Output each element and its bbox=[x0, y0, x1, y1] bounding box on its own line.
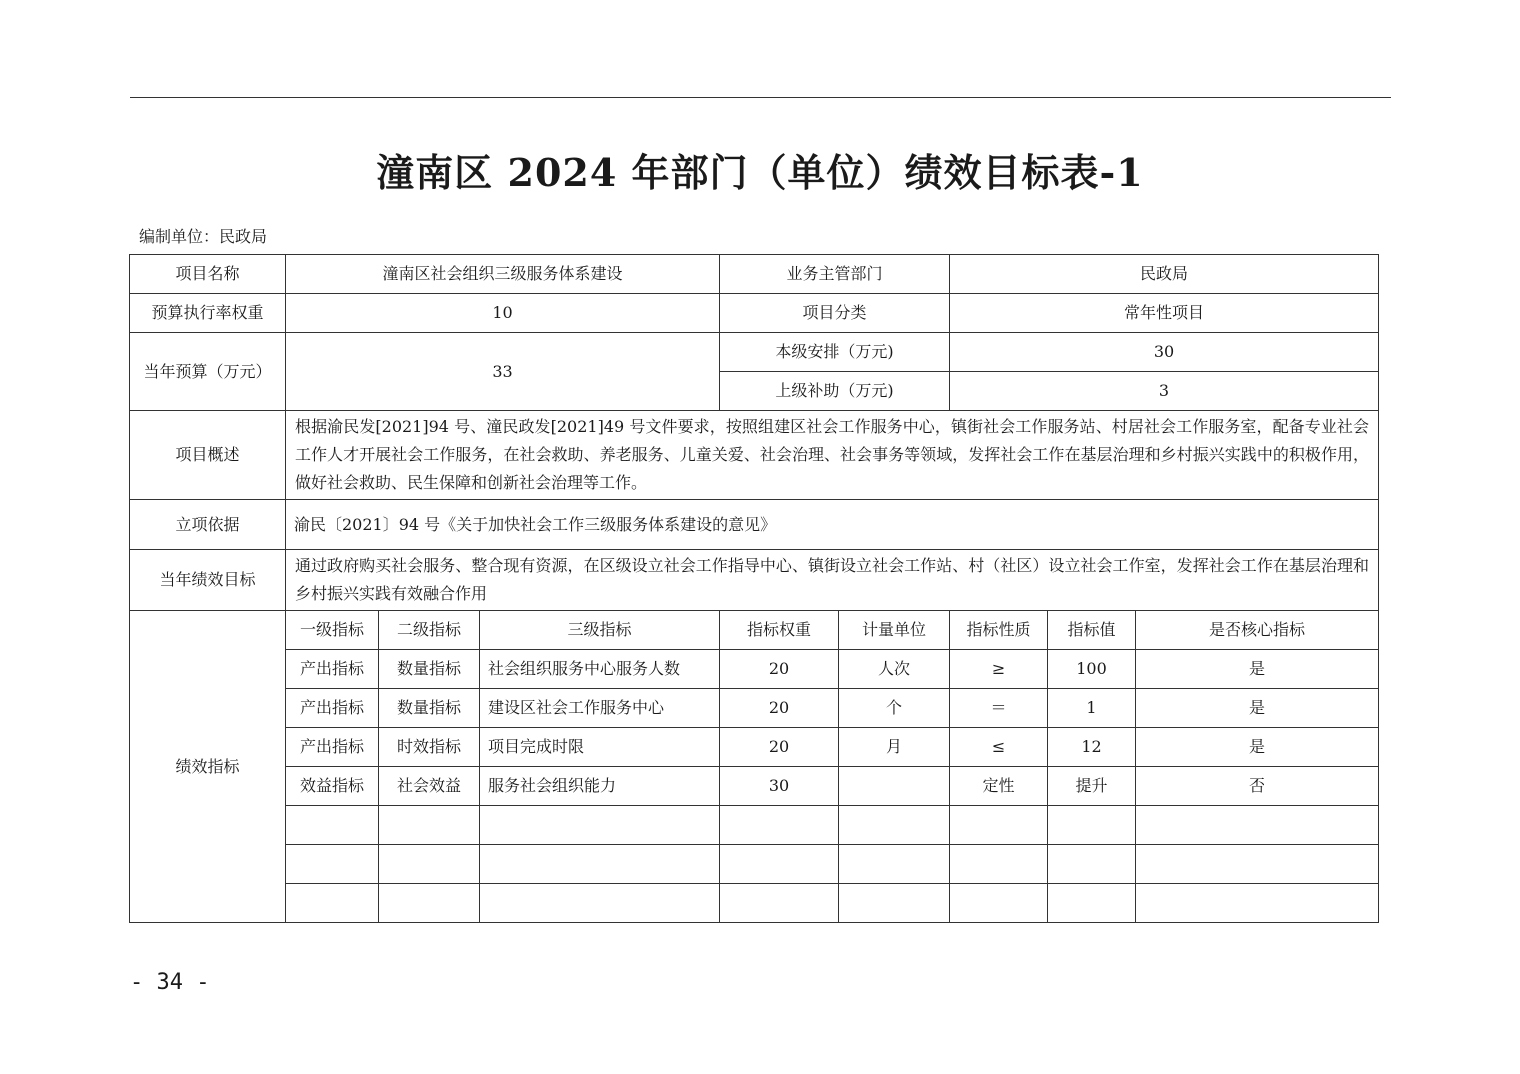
indicator-cell: 100 bbox=[1048, 650, 1136, 689]
indicator-cell bbox=[720, 806, 839, 845]
indicator-cell bbox=[480, 806, 720, 845]
indicator-cell bbox=[286, 884, 379, 923]
indicator-row bbox=[130, 806, 1379, 845]
indicator-cell bbox=[1048, 884, 1136, 923]
indicator-header: 是否核心指标 bbox=[1136, 611, 1379, 650]
indicator-cell bbox=[839, 884, 950, 923]
indicator-cell: 提升 bbox=[1048, 767, 1136, 806]
indicator-cell: 个 bbox=[839, 689, 950, 728]
annual-goal-text: 通过政府购买社会服务、整合现有资源，在区级设立社会工作指导中心、镇街设立社会工作站、村（社区）设立社会工作室，发挥社会工作在基层治理和乡村振兴实践有效融合作用 bbox=[286, 550, 1379, 611]
indicator-cell bbox=[950, 806, 1048, 845]
indicator-cell bbox=[950, 845, 1048, 884]
indicator-cell: 产出指标 bbox=[286, 728, 379, 767]
indicator-cell: 效益指标 bbox=[286, 767, 379, 806]
indicator-cell: ≥ bbox=[950, 650, 1048, 689]
indicator-cell: 是 bbox=[1136, 728, 1379, 767]
org-label: 编制单位：民政局 bbox=[139, 227, 268, 246]
indicator-cell: 数量指标 bbox=[379, 689, 480, 728]
indicator-cell bbox=[720, 845, 839, 884]
indicator-row bbox=[130, 728, 1379, 767]
upper-subsidy-label: 上级补助（万元) bbox=[720, 372, 950, 411]
header-rule bbox=[130, 97, 1391, 98]
indicator-cell bbox=[839, 845, 950, 884]
project-name-label: 项目名称 bbox=[130, 255, 286, 294]
indicator-header: 指标权重 bbox=[720, 611, 839, 650]
indicator-cell: 否 bbox=[1136, 767, 1379, 806]
indicator-cell bbox=[379, 884, 480, 923]
indicator-cell bbox=[950, 884, 1048, 923]
competent-dept-value: 民政局 bbox=[950, 255, 1379, 294]
indicator-cell: 12 bbox=[1048, 728, 1136, 767]
project-category-label: 项目分类 bbox=[720, 294, 950, 333]
indicator-cell: 月 bbox=[839, 728, 950, 767]
indicator-cell bbox=[480, 884, 720, 923]
indicator-cell bbox=[480, 845, 720, 884]
indicator-cell: 社会效益 bbox=[379, 767, 480, 806]
indicator-row bbox=[130, 689, 1379, 728]
page-title: 潼南区 2024 年部门（单位）绩效目标表-1 bbox=[376, 150, 1144, 195]
performance-table bbox=[129, 254, 1379, 923]
basis-text: 渝民〔2021〕94 号《关于加快社会工作三级服务体系建设的意见》 bbox=[286, 500, 1379, 550]
local-arrangement-value: 30 bbox=[950, 333, 1379, 372]
indicator-cell: 30 bbox=[720, 767, 839, 806]
indicator-cell bbox=[720, 884, 839, 923]
annual-budget-label: 当年预算（万元） bbox=[130, 333, 286, 411]
indicator-cell: 产出指标 bbox=[286, 650, 379, 689]
indicator-cell bbox=[1048, 845, 1136, 884]
indicator-cell: 20 bbox=[720, 650, 839, 689]
indicator-cell bbox=[839, 767, 950, 806]
indicator-header: 计量单位 bbox=[839, 611, 950, 650]
overview-text: 根据渝民发[2021]94 号、潼民政发[2021]49 号文件要求，按照组建区社会工作服务中心，镇街社会工作服务站、村居社会工作服务室，配备专业社会工作人才开展社会工作服务，在社会救助、养老服务、儿童关爱、社会治理、社会事务等领域，发挥社会工作在基层治理和乡村振兴实践中的积极作用，做好社会救助、民生保障和创新社会治理等工作。 bbox=[286, 411, 1379, 500]
basis-label: 立项依据 bbox=[130, 500, 286, 550]
annual-budget-value: 33 bbox=[286, 333, 720, 411]
indicator-cell: 1 bbox=[1048, 689, 1136, 728]
indicator-cell: 人次 bbox=[839, 650, 950, 689]
indicator-cell: ≤ bbox=[950, 728, 1048, 767]
indicators-label: 绩效指标 bbox=[130, 611, 286, 923]
indicator-cell: 数量指标 bbox=[379, 650, 480, 689]
indicator-header: 一级指标 bbox=[286, 611, 379, 650]
competent-dept-label: 业务主管部门 bbox=[720, 255, 950, 294]
indicator-cell bbox=[1136, 806, 1379, 845]
indicator-row bbox=[130, 650, 1379, 689]
budget-weight-label: 预算执行率权重 bbox=[130, 294, 286, 333]
indicator-cell: 产出指标 bbox=[286, 689, 379, 728]
indicator-cell bbox=[286, 806, 379, 845]
indicator-cell: 20 bbox=[720, 728, 839, 767]
annual-goal-label: 当年绩效目标 bbox=[130, 550, 286, 611]
indicator-cell: 是 bbox=[1136, 650, 1379, 689]
project-name-value: 潼南区社会组织三级服务体系建设 bbox=[286, 255, 720, 294]
indicator-row bbox=[130, 845, 1379, 884]
indicator-cell: 社会组织服务中心服务人数 bbox=[480, 650, 720, 689]
indicator-header: 三级指标 bbox=[480, 611, 720, 650]
indicator-cell bbox=[1136, 845, 1379, 884]
indicator-cell bbox=[379, 806, 480, 845]
local-arrangement-label: 本级安排（万元) bbox=[720, 333, 950, 372]
indicator-header: 二级指标 bbox=[379, 611, 480, 650]
indicator-cell: 建设区社会工作服务中心 bbox=[480, 689, 720, 728]
indicator-cell bbox=[379, 845, 480, 884]
upper-subsidy-value: 3 bbox=[950, 372, 1379, 411]
indicator-cell bbox=[1048, 806, 1136, 845]
indicator-header: 指标性质 bbox=[950, 611, 1048, 650]
indicator-cell: 时效指标 bbox=[379, 728, 480, 767]
indicator-cell: 20 bbox=[720, 689, 839, 728]
indicator-cell: 定性 bbox=[950, 767, 1048, 806]
indicator-cell bbox=[1136, 884, 1379, 923]
indicator-row bbox=[130, 884, 1379, 923]
indicator-row bbox=[130, 767, 1379, 806]
project-category-value: 常年性项目 bbox=[950, 294, 1379, 333]
indicator-cell: 服务社会组织能力 bbox=[480, 767, 720, 806]
overview-label: 项目概述 bbox=[130, 411, 286, 500]
indicator-cell bbox=[839, 806, 950, 845]
indicator-header: 指标值 bbox=[1048, 611, 1136, 650]
indicator-cell: 是 bbox=[1136, 689, 1379, 728]
budget-weight-value: 10 bbox=[286, 294, 720, 333]
indicator-cell bbox=[286, 845, 379, 884]
indicator-cell: ＝ bbox=[950, 689, 1048, 728]
indicator-cell: 项目完成时限 bbox=[480, 728, 720, 767]
page-number: - 34 - bbox=[130, 970, 210, 995]
